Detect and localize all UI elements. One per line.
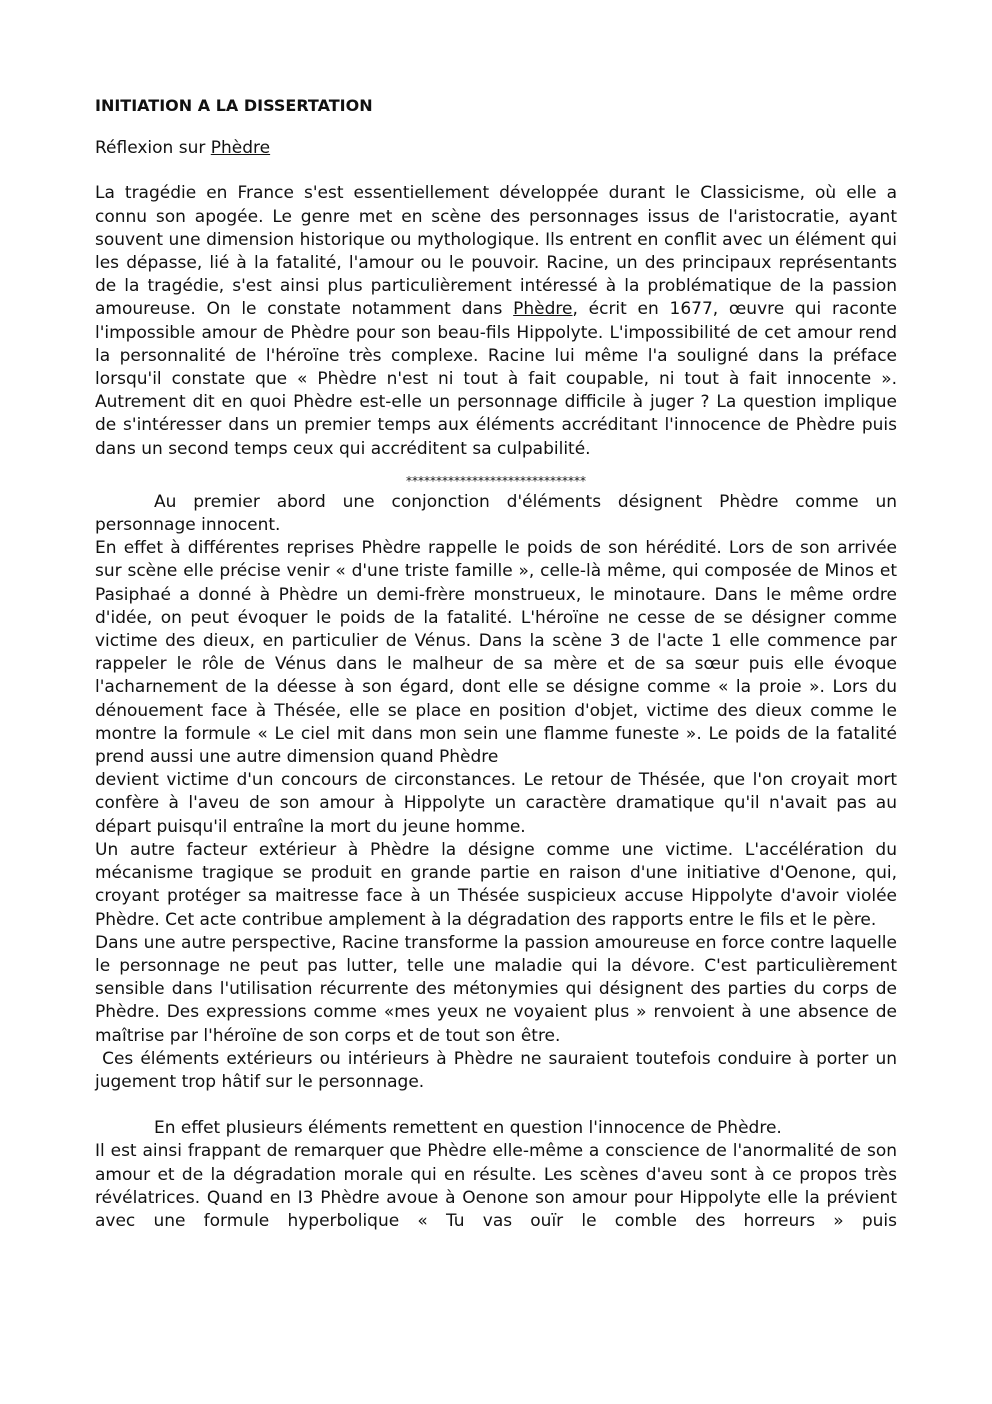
paragraph-gap <box>95 1094 897 1117</box>
paragraph-7: En effet plusieurs éléments remettent en question l'innocence de Phèdre. <box>154 1118 782 1139</box>
paragraph-6: Ces éléments extérieurs ou intérieurs à Phèdre ne sauraient toutefois conduire à porter un jugement trop hâtif sur le personnage. <box>95 1048 903 1092</box>
document-title: INITIATION A LA DISSERTATION <box>95 96 373 115</box>
intro-work-title: Phèdre <box>513 299 573 320</box>
paragraph-8: Il est ainsi frappant de remarquer que Phèdre elle-même a conscience de l'anormalité de son amour et de la dégradation morale qui en résulte. Les scènes d'aveu sont à ce propos très révélatrices. Quand en I3 Phèdre avoue à Oenone son amour pour Hippolyte elle la prévient avec une formule hyperbolique « Tu vas ouïr le comble des horreurs » puis <box>95 1141 897 1231</box>
paragraph-5: Dans une autre perspective, Racine transforme la passion amoureuse en force contre laquelle le personnage ne peut pas lutter, telle une maladie qui la dévore. C'est particulièrement sensible dans l'utilisation récurrente des métonymies qui désignent des parties du corps de Phèdre. Des expressions comme «mes yeux ne voyaient plus » renvoient à une absence de maîtrise par l'héroïne de son corps et de tout son être. <box>95 932 897 1046</box>
document-page <box>95 94 903 1233</box>
subtitle-prefix: Réflexion sur <box>95 138 211 159</box>
intro-text-a: La tragédie en France s'est essentiellement développée durant le Classicisme, où elle a connu son apogée. Le genre met en scène des personnages issus de l'aristocratie, ayant souvent une dimension historique ou mythologique. Ils entrent en conflit avec un élément qui les dépasse, lié à la fatalité, l'amour ou le pouvoir. Racine, un des principaux représentants de la tragédie, s'est ainsi plus particulièrement intéressé à la problématique de la passion amoureuse. On le constate notamment dans <box>95 183 897 320</box>
subtitle-work-title: Phèdre <box>210 138 271 159</box>
paragraph-2: En effet à différentes reprises Phèdre rappelle le poids de son hérédité. Lors de son arrivée sur scène elle précise venir « d'une triste famille », celle-là même, qui composée de Minos et Pasiphaé a donné à Phèdre un demi-frère monstrueux, le minotaure. Dans le même ordre d'idée, on peut évoquer le poids de la fatalité. L'héroïne ne cesse de se désigner comme victime des dieux, en particulier de Vénus. Dans la scène 3 de l'acte 1 elle commence par rappeler le rôle de Vénus dans le malheur de sa mère et de sa sœur puis elle évoque l'acharnement de la déesse à son égard, dont elle se désigne comme « la proie ». Lors du dénouement face à Thésée, elle se place en position d'objet, victime des dieux comme le montre la formule « Le ciel mit dans mon sein une flamme funeste ». Le poids de la fatalité prend aussi une autre dimension quand Phèdre <box>95 538 897 768</box>
paragraph-4: Un autre facteur extérieur à Phèdre la désigne comme une victime. L'accélération du mécanisme tragique se produit en grande partie en raison d'une initiative d'Oenone, qui, croyant protéger sa maitresse face à un Thésée suspicieux accuse Hippolyte d'avoir violée Phèdre. Cet acte contribue amplement à la dégradation des rapports entre le fils et le père. <box>95 839 897 930</box>
paragraph-3: devient victime d'un concours de circonstances. Le retour de Thésée, que l'on croyait mort confère à l'aveu de son amour à Hippolyte un caractère dramatique qu'il n'avait pas au départ puisqu'il entraîne la mort du jeune homme. <box>95 770 897 837</box>
introduction-paragraph <box>95 182 897 460</box>
intro-text-b: , écrit en 1677, œuvre qui raconte l'impossible amour de Phèdre pour son beau-fils Hippolyte. L'impossibilité de cet amour rend la personnalité de l'héroïne très complexe. Racine lui même l'a souligné dans la préface lorsqu'il constate que « Phèdre n'est ni tout à fait coupable, ni tout à fait innocente ». Autrement dit en quoi Phèdre est-elle un personnage difficile à juger ? La question implique de s'intéresser dans un premier temps aux éléments accréditant l'innocence de Phèdre puis dans un second temps ceux qui accréditent sa culpabilité. <box>95 299 897 459</box>
section-separator: ****************************** <box>406 473 586 488</box>
paragraph-1: Au premier abord une conjonction d'éléments désignent Phèdre comme un personnage innocent. <box>95 491 897 536</box>
document-subtitle <box>95 137 897 160</box>
